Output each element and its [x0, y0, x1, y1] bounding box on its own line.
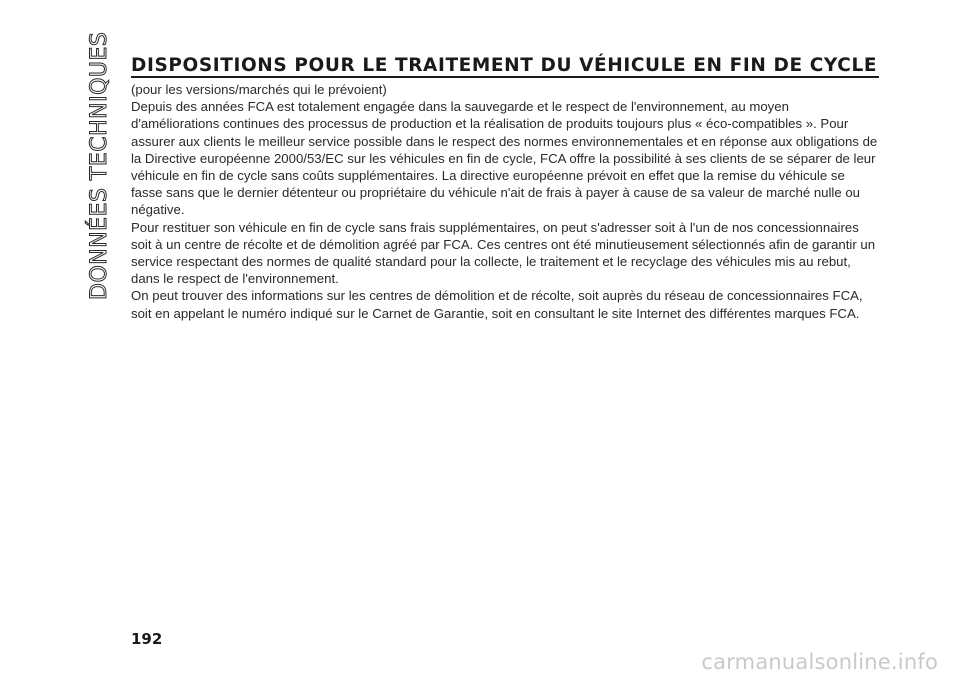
body-text	[131, 81, 879, 322]
paragraph-commitment: Depuis des années FCA est totalement engagée dans la sauvegarde et le respect de l'environnement, au moyen d'améliorations continues des processus de production et la réalisation de produits toujours plus « éco-compatibles ». Pour assurer aux clients le meilleur service possible dans le respect des normes environnementales et en réponse aux obligations de la Directive européenne 2000/53/EC sur les véhicules en fin de cycle, FCA offre la possibilité à ses clients de se séparer de leur véhicule en fin de cycle sans coûts supplémentaires. La directive européenne prévoit en effet que la remise du véhicule se fasse sans que le dernier détenteur ou propriétaire du véhicule n'ait de frais à payer à cause de sa valeur de marché nulle ou négative.	[131, 99, 878, 218]
watermark: carmanualsonline.info	[701, 650, 938, 674]
page-content	[131, 56, 879, 322]
paragraph-scope-note: (pour les versions/marchés qui le prévoient)	[131, 82, 387, 97]
section-tab-label: DONNÉES TECHNIQUES	[87, 31, 112, 300]
paragraph-information: On peut trouver des informations sur les centres de démolition et de récolte, soit auprès du réseau de concessionnaires FCA, soit en appelant le numéro indiqué sur le Carnet de Garantie, soit en consultant le site Internet des différentes marques FCA.	[131, 288, 863, 321]
page-number: 192	[131, 630, 163, 648]
paragraph-return-process: Pour restituer son véhicule en fin de cycle sans frais supplémentaires, on peut s'adresser soit à l'un de nos concessionnaires soit à un centre de récolte et de démolition agréé par FCA. Ces centres ont été minutieusement sélectionnés afin de garantir un service respectant des normes de qualité standard pour la collecte, le traitement et le recyclage des véhicules mis au rebut, dans le respect de l'environnement.	[131, 219, 876, 287]
section-heading: DISPOSITIONS POUR LE TRAITEMENT DU VÉHICULE EN FIN DE CYCLE	[131, 55, 878, 76]
